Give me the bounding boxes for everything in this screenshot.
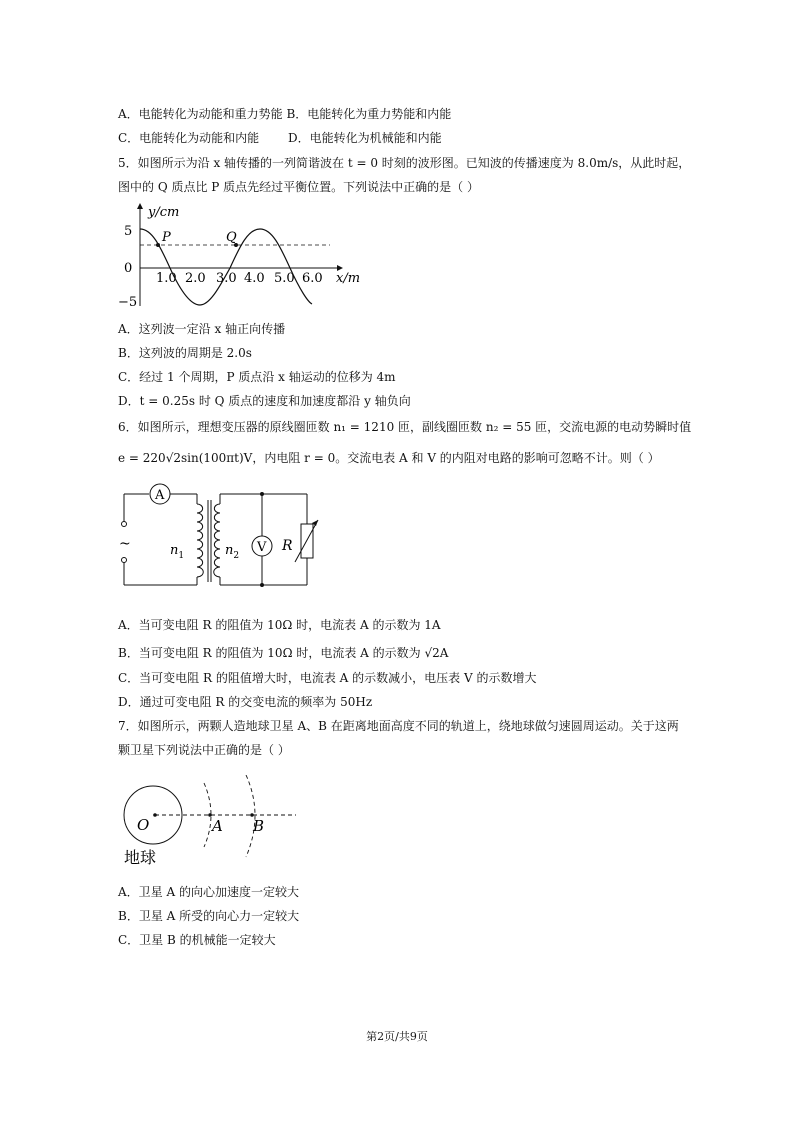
earth-label: 地球	[124, 848, 157, 867]
q5-option-b: B．这列波的周期是 2.0s	[118, 346, 252, 360]
q7-stem-line1: 7．如图所示，两颗人造地球卫星 A、B 在距离地面高度不同的轨道上，绕地球做匀速圆周运动。关于这两	[118, 719, 679, 733]
voltmeter-label: V	[257, 540, 267, 555]
x-tick-6: 6.0	[302, 271, 323, 286]
q7-option-a: A．卫星 A 的向心加速度一定较大	[118, 885, 299, 899]
q6-stem-line1: 6．如图所示，理想变压器的原线圈匝数 n₁ = 1210 匝，副线圈匝数 n₂ = 55 匝，交流电源的电动势瞬时值	[118, 420, 692, 434]
x-tick-4: 4.0	[244, 271, 265, 286]
label-q: Q	[226, 230, 237, 245]
q6-option-d: D．通过可变电阻 R 的交变电流的频率为 50Hz	[118, 695, 373, 709]
q5-option-d: D．t = 0.25s 时 Q 质点的速度和加速度都沿 y 轴负向	[118, 394, 411, 408]
y-tick-minus5: −5	[118, 295, 138, 310]
q5-option-c: C．经过 1 个周期，P 质点沿 x 轴运动的位移为 4m	[118, 370, 396, 384]
label-b: B	[253, 817, 265, 835]
q7-option-b: B．卫星 A 所受的向心力一定较大	[118, 909, 300, 923]
q4-option-d: D．电能转化为机械能和内能	[288, 131, 442, 145]
q5-wave-figure	[112, 198, 372, 313]
ac-source-symbol: ~	[119, 536, 131, 552]
primary-coil	[197, 504, 203, 577]
q6-option-b: B．当可变电阻 R 的阻值为 10Ω 时，电流表 A 的示数为 √2A	[118, 646, 449, 660]
q5-stem-line2: 图中的 Q 质点比 P 质点先经过平衡位置。下列说法中正确的是（ ）	[118, 180, 479, 194]
q7-stem-line2: 颗卫星下列说法中正确的是（ ）	[118, 743, 290, 757]
q6-option-c: C．当可变电阻 R 的阻值增大时，电流表 A 的示数减小，电压表 V 的示数增大	[118, 671, 537, 685]
q7-satellite-figure	[118, 775, 303, 870]
q6-option-a: A．当可变电阻 R 的阻值为 10Ω 时，电流表 A 的示数为 1A	[118, 618, 441, 632]
x-tick-2: 2.0	[185, 271, 206, 286]
n2-label: $n_2$	[225, 543, 240, 561]
orbit-b	[246, 775, 255, 857]
label-a: A	[212, 817, 223, 835]
x-tick-3: 3.0	[216, 271, 237, 286]
x-axis-label: x/m	[336, 271, 361, 286]
q6-transformer-figure	[112, 482, 332, 597]
x-tick-1: 1.0	[156, 271, 177, 286]
y-axis-label: y/cm	[148, 205, 180, 220]
page-footer: 第2页/共9页	[366, 1030, 428, 1043]
y-tick-0: 0	[124, 261, 133, 276]
earth-circle	[124, 786, 182, 844]
secondary-coil	[214, 504, 220, 577]
label-p: P	[162, 230, 171, 245]
x-tick-5: 5.0	[274, 271, 295, 286]
q5-stem-line1: 5．如图所示为沿 x 轴传播的一列简谐波在 t = 0 时刻的波形图。已知波的传播速度为 8.0m/s，从此时起，	[118, 156, 691, 170]
q4-option-row1: A．电能转化为动能和重力势能 B．电能转化为重力势能和内能	[118, 107, 452, 121]
resistor-label: R	[282, 538, 293, 554]
q6-stem-line2: e = 220√2sin(100πt)V，内电阻 r = 0。交流电表 A 和 V 的内阻对电路的影响可忽略不计。则（ ）	[118, 451, 660, 465]
q5-option-a: A．这列波一定沿 x 轴正向传播	[118, 322, 286, 336]
q7-option-c: C．卫星 B 的机械能一定较大	[118, 933, 276, 947]
label-o: O	[137, 816, 150, 834]
point-p	[156, 243, 160, 247]
ammeter-label: A	[155, 488, 165, 503]
q4-option-c: C．电能转化为动能和内能	[118, 131, 260, 145]
y-tick-5: 5	[124, 224, 133, 239]
n1-label: $n_1$	[170, 543, 185, 561]
